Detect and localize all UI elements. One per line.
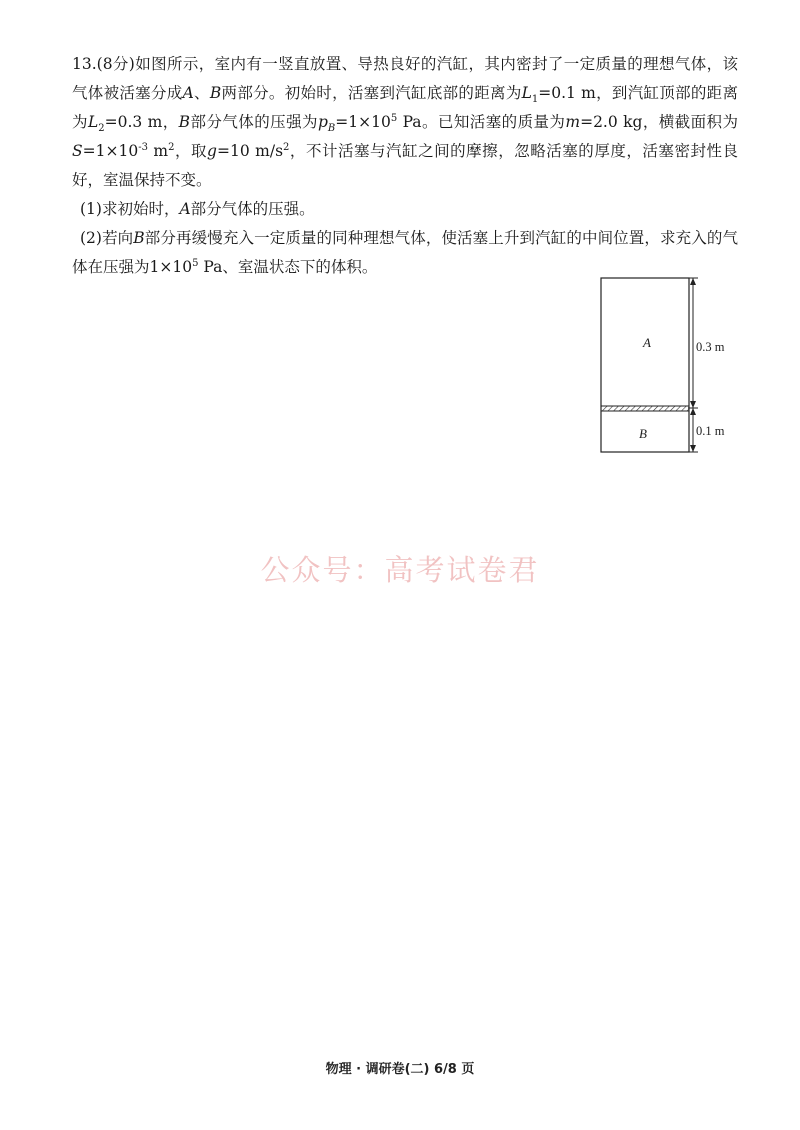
superscript: 5 (390, 112, 398, 124)
symbol-s: S (72, 142, 83, 160)
stem-text: =0.3 m， (104, 113, 179, 131)
stem-text: =2.0 kg，横截面积为 (580, 113, 738, 131)
stem-text: =0.1 m，到汽缸顶部的距离为 (72, 84, 738, 131)
superscript: 2 (168, 141, 175, 153)
problem-13 (72, 50, 738, 282)
superscript: 5 (192, 257, 199, 269)
arrow-down-icon (690, 445, 696, 452)
label-b: B (133, 229, 145, 247)
piston (601, 406, 689, 411)
dimension-top-label: 0.3 m (696, 340, 725, 354)
question-text: 部分气体的压强。 (190, 200, 315, 218)
gas-b-label: B (639, 426, 647, 441)
arrow-up-icon (690, 278, 696, 285)
dimension-bottom-label: 0.1 m (696, 424, 725, 438)
arrow-down-icon (690, 401, 696, 408)
stem-text: ，不计活塞与汽缸之间的摩擦，忽略活塞的厚度，活塞密封性良好，室温保持不变。 (72, 142, 739, 189)
problem-stem (72, 50, 738, 195)
gas-a-label: A (643, 335, 651, 350)
symbol-pb: p (317, 113, 328, 131)
separator: 、 (193, 84, 210, 102)
cylinder-figure (590, 270, 740, 460)
cylinder-diagram (590, 270, 740, 460)
subscript: 2 (98, 123, 105, 135)
stem-text: ，取 (174, 142, 208, 160)
question-text: (2)若向 (80, 229, 134, 247)
subscript: B (327, 123, 336, 135)
stem-text: =10 m/s (216, 142, 284, 160)
stem-text: 部分气体的压强为 (190, 113, 318, 131)
question-text: 部分再缓慢充入一定质量的同种理想气体，使活塞上升到汽缸的中间位置，求充入的气体在压强为1×10 (72, 229, 738, 276)
problem-number: 13. (72, 55, 97, 73)
label-b: B (209, 84, 222, 102)
stem-text: 两部分。初始时，活塞到汽缸底部的距离为 (221, 84, 522, 102)
symbol-l1: L (521, 84, 532, 102)
watermark: 公众号：高考试卷君 (260, 553, 540, 587)
label-a: A (179, 200, 191, 218)
symbol-l2: L (87, 113, 99, 131)
stem-text: 如图所示，室内有一竖直放置、导热良好的汽缸，其内密封了一定质量的理想气体，该气体被活塞分成 (72, 55, 738, 102)
question-text: Pa、室温状态下的体积。 (198, 258, 378, 276)
stem-text: =1×10 (335, 113, 391, 131)
superscript: -3 (138, 141, 148, 153)
stem-text: =1×10 (82, 142, 139, 160)
symbol-m: m (565, 113, 581, 131)
label-a: A (182, 84, 194, 102)
question-text: (1)求初始时， (80, 200, 180, 218)
question-1 (72, 195, 738, 224)
arrow-up-icon (690, 408, 696, 415)
stem-text: m (147, 142, 169, 160)
superscript: 2 (283, 141, 290, 153)
subscript: 1 (531, 94, 539, 106)
problem-score: (8分) (96, 55, 135, 73)
symbol-g: g (207, 142, 217, 160)
stem-text: Pa。已知活塞的质量为 (397, 113, 566, 131)
label-b: B (178, 113, 191, 131)
page-footer: 物理 · 调研卷(二) 6/8 页 (325, 1062, 475, 1077)
